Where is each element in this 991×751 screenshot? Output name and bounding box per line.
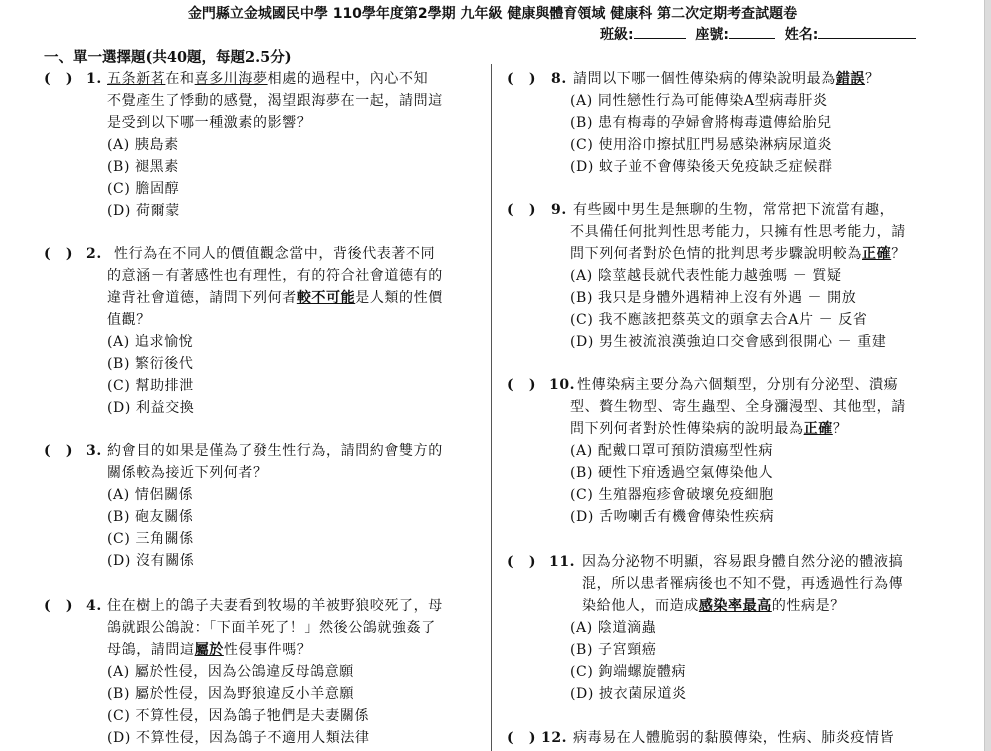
question-stem-line: 母鴿，請問這屬於性侵事件嗎？	[107, 642, 312, 658]
question-stem-line: 的意涵－有著感性也有理性，有的符合社會道德有的	[107, 268, 443, 284]
question-stem: 約會目的如果是僅為了發生性行為，請問約會雙方的	[107, 443, 443, 459]
question-stem-line: 不覺產生了悸動的感覺，渴望跟海夢在一起，請問這	[107, 93, 443, 109]
question-number: 10.	[549, 377, 576, 393]
option-c: (C) 使用浴巾擦拭肛門易感染淋病尿道炎	[570, 137, 833, 153]
answer-blank: ( )	[44, 71, 74, 87]
question-number: 4.	[86, 598, 102, 614]
question-number: 11.	[549, 554, 576, 570]
question-stem-line: 不具備任何批判性思考能力，只擁有性思考能力，請	[570, 224, 906, 240]
option-c: (C) 不算性侵，因為鴿子牠們是夫妻關係	[107, 708, 370, 724]
question-stem: 性行為在不同人的價值觀念當中，背後代表著不同	[114, 246, 436, 262]
question-stem: 因為分泌物不明顯，容易跟身體自然分泌的體液搞	[582, 554, 904, 570]
question-9	[507, 199, 947, 353]
question-stem-line: 值觀？	[107, 312, 151, 328]
option-c: (C) 三角關係	[107, 531, 194, 547]
section-heading: 一、單一選擇題(共40題，每題2.5分)	[44, 49, 292, 66]
question-stem: 性傳染病主要分為六個類型，分別有分泌型、潰瘍	[577, 377, 899, 393]
answer-blank: ( )	[507, 202, 537, 218]
answer-blank: ( )	[44, 246, 74, 262]
question-stem: 住在樹上的鴿子夫妻看到牧場的羊被野狼咬死了，母	[107, 598, 443, 614]
question-number: 1.	[86, 71, 102, 87]
student-info-fields	[600, 24, 916, 44]
answer-blank: ( )	[507, 377, 537, 393]
option-b: (B) 繁衍後代	[107, 356, 194, 372]
question-2	[44, 243, 484, 419]
option-a: (A) 配戴口罩可預防潰瘍型性病	[570, 443, 774, 459]
option-d: (D) 沒有關係	[107, 553, 195, 569]
question-number: 12.	[541, 730, 568, 746]
question-stem-line: 染給他人，而造成感染率最高的性病是？	[582, 598, 845, 614]
option-d: (D) 不算性侵，因為鴿子不適用人類法律	[107, 730, 370, 746]
question-10	[507, 374, 947, 528]
option-c: (C) 生殖器疱疹會破壞免疫細胞	[570, 487, 774, 503]
option-b: (B) 硬性下疳透過空氣傳染他人	[570, 465, 774, 481]
question-stem-line: 混，所以患者罹病後也不知不覺，再透過性行為傳	[582, 576, 904, 592]
option-b: (B) 子宮頸癌	[570, 642, 657, 658]
option-b: (B) 我只是身體外遇精神上沒有外遇 － 開放	[570, 290, 857, 306]
option-a: (A) 陰莖越長就代表性能力越強嗎 － 質疑	[570, 268, 842, 284]
question-number: 9.	[551, 202, 567, 218]
option-d: (D) 舌吻喇舌有機會傳染性疾病	[570, 509, 775, 525]
answer-blank: ( )	[507, 554, 537, 570]
option-b: (B) 砲友關係	[107, 509, 194, 525]
option-d: (D) 利益交換	[107, 400, 195, 416]
seat-label: 座號:	[695, 27, 729, 43]
option-b: (B) 褪黑素	[107, 159, 179, 175]
question-stem: 五条新茗在和喜多川海夢相處的過程中，內心不知	[107, 71, 429, 87]
answer-blank: ( )	[44, 443, 74, 459]
option-a: (A) 陰道滴蟲	[570, 620, 657, 636]
option-a: (A) 情侶關係	[107, 487, 194, 503]
question-12	[507, 727, 947, 749]
vertical-scrollbar[interactable]	[984, 0, 991, 751]
class-blank	[634, 25, 686, 39]
question-8	[507, 68, 947, 178]
question-stem-line: 問下列何者對於性傳染病的說明最為正確？	[570, 421, 848, 437]
question-3	[44, 440, 484, 572]
option-d: (D) 男生被流浪漢強迫口交會感到很開心 － 重建	[570, 334, 887, 350]
question-stem-line: 型、贅生物型、寄生蟲型、全身瀰漫型、其他型，請	[570, 399, 906, 415]
name-label: 姓名:	[784, 27, 819, 43]
answer-blank: ( )	[44, 598, 74, 614]
question-stem-line: 鴿就跟公鴿說：「下面羊死了！」然後公鴿就強姦了	[107, 620, 436, 636]
question-number: 2.	[86, 246, 102, 262]
option-a: (A) 胰島素	[107, 137, 179, 153]
question-stem: 有些國中男生是無聊的生物，常常把下流當有趣，	[573, 202, 895, 218]
question-stem-line: 是受到以下哪一種激素的影響？	[107, 115, 312, 131]
question-4	[44, 595, 484, 749]
seat-blank	[729, 25, 775, 39]
question-11	[507, 551, 947, 705]
option-b: (B) 患有梅毒的孕婦會將梅毒遺傳給胎兒	[570, 115, 832, 131]
option-a: (A) 同性戀性行為可能傳染A型病毒肝炎	[570, 93, 828, 109]
column-divider	[491, 64, 492, 751]
answer-blank: ( )	[507, 730, 537, 746]
option-c: (C) 鉤端螺旋體病	[570, 664, 687, 680]
question-stem-line: 違背社會道德，請問下列何者較不可能是人類的性價	[107, 290, 443, 306]
question-1	[44, 68, 484, 222]
option-c: (C) 膽固醇	[107, 181, 180, 197]
option-d: (D) 荷爾蒙	[107, 203, 180, 219]
option-c: (C) 幫助排泄	[107, 378, 194, 394]
option-a: (A) 追求愉悅	[107, 334, 194, 350]
option-b: (B) 屬於性侵，因為野狼違反小羊意願	[107, 686, 355, 702]
question-stem-line: 問下列何者對於色情的批判思考步驟說明較為正確？	[570, 246, 906, 262]
class-label: 班級:	[600, 27, 634, 43]
question-stem-line: 關係較為接近下列何者？	[107, 465, 268, 481]
option-d: (D) 蚊子並不會傳染後天免疫缺乏症候群	[570, 159, 833, 175]
option-c: (C) 我不應該把蔡英文的頭拿去合A片 － 反省	[570, 312, 868, 328]
option-d: (D) 披衣菌尿道炎	[570, 686, 687, 702]
question-number: 8.	[551, 71, 567, 87]
question-stem: 請問以下哪一個性傳染病的傳染說明最為錯誤？	[573, 71, 880, 87]
question-stem: 病毒易在人體脆弱的黏膜傳染，性病、肺炎疫情皆	[573, 730, 895, 746]
question-number: 3.	[86, 443, 102, 459]
option-a: (A) 屬於性侵，因為公鴿違反母鴿意願	[107, 664, 354, 680]
name-blank	[818, 25, 916, 39]
exam-title: 金門縣立金城國民中學 110學年度第2學期 九年級 健康與體育領域 健康科 第二次定期考查試題卷	[187, 6, 798, 22]
answer-blank: ( )	[507, 71, 537, 87]
